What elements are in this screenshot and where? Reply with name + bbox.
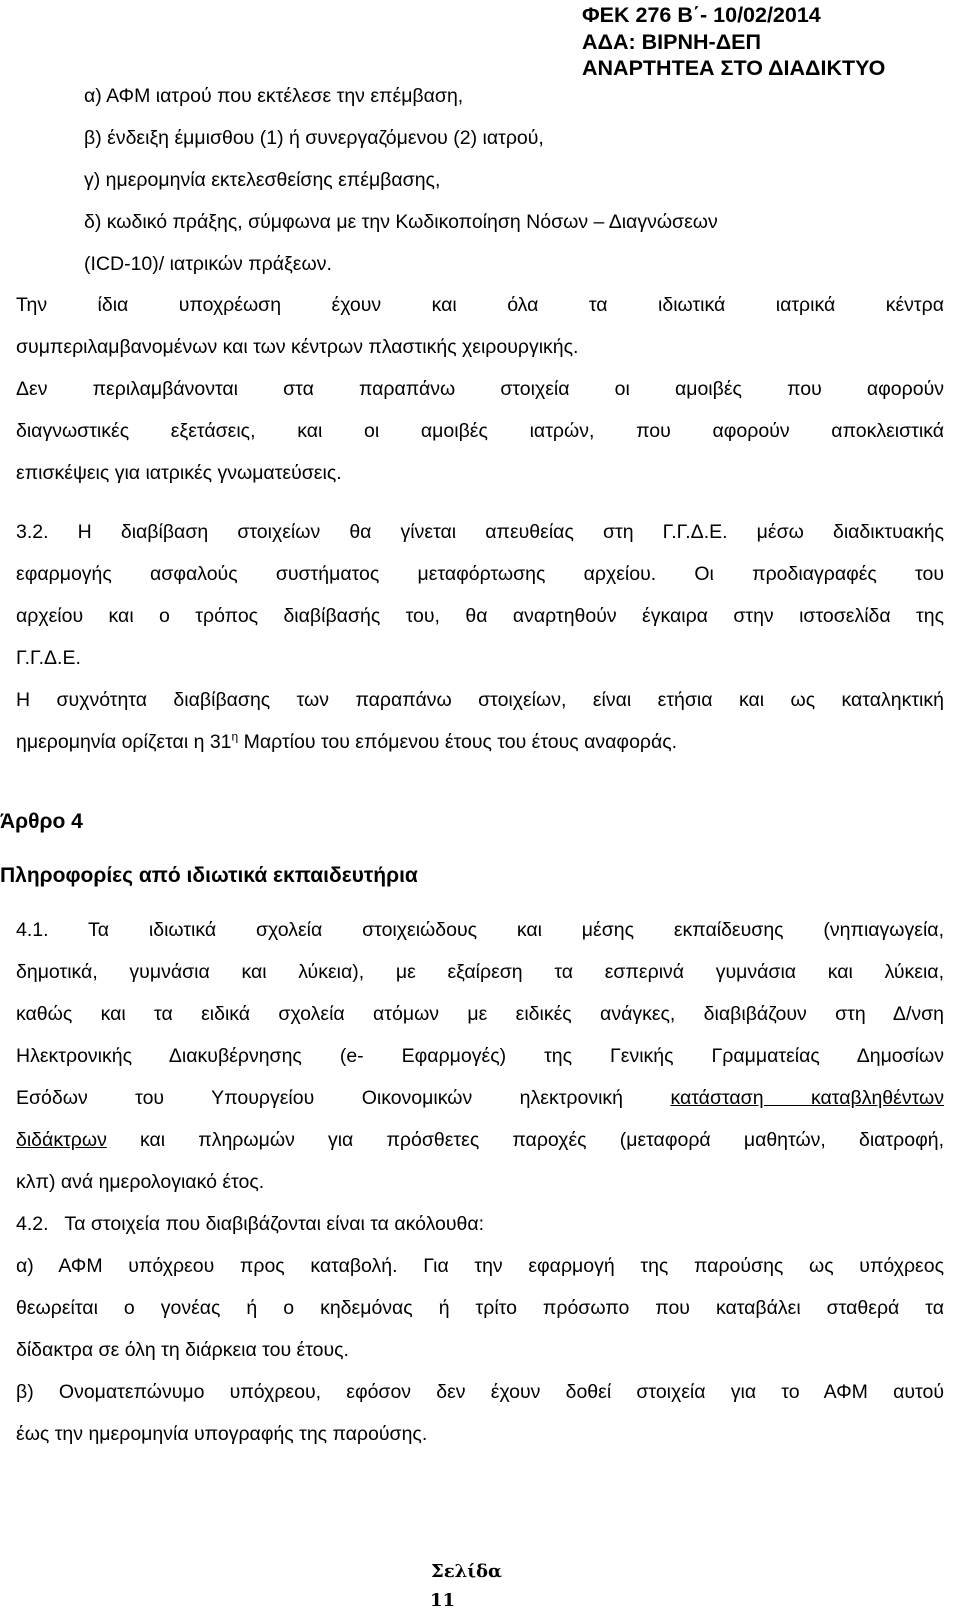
paragraph-text: και πληρωμών για πρόσθετες παροχές (μεταφορά μαθητών, διατροφή, [140, 1129, 944, 1151]
paragraph-line: Την ίδια υποχρέωση έχουν και όλα τα ιδιωτικά ιατρικά κέντρα [16, 294, 944, 316]
paragraph-line: 3.2. Η διαβίβαση στοιχείων θα γίνεται απευθείας στη Γ.Γ.Δ.Ε. μέσω διαδικτυακής [16, 521, 944, 543]
paragraph-line [16, 730, 677, 754]
paragraph-line: συμπεριλαμβανομένων και των κέντρων πλαστικής χειρουργικής. [16, 336, 579, 358]
paragraph-line: β) Ονοματεπώνυμο υπόχρεου, εφόσον δεν έχουν δοθεί στοιχεία για το ΑΦΜ αυτού [16, 1381, 944, 1403]
paragraph-line [16, 1128, 944, 1152]
paragraph-line: Γ.Γ.Δ.Ε. [16, 647, 81, 669]
paragraph-line: Η συχνότητα διαβίβασης των παραπάνω στοιχείων, είναι ετήσια και ως καταληκτική [16, 689, 944, 711]
date-text: ημερομηνία ορίζεται η 31 [16, 731, 232, 753]
paragraph-line: διαγνωστικές εξετάσεις, και οι αμοιβές ιατρών, που αφορούν αποκλειστικά [16, 420, 944, 442]
paragraph-line: επισκέψεις για ιατρικές γνωματεύσεις. [16, 462, 342, 484]
paragraph-text: Εσόδων του Υπουργείου Οικονομικών ηλεκτρονική [16, 1087, 671, 1109]
page-label: Σελίδα [431, 1561, 502, 1582]
paragraph-line: 4.2. Τα στοιχεία που διαβιβάζονται είναι τα ακόλουθα: [16, 1213, 485, 1235]
paragraph-line: δίδακτρα σε όλη τη διάρκεια του έτους. [16, 1339, 349, 1361]
list-item: α) ΑΦΜ ιατρού που εκτέλεσε την επέμβαση, [84, 85, 464, 107]
list-item: (ICD-10)/ ιατρικών πράξεων. [84, 253, 332, 275]
article-title: Άρθρο 4 [0, 810, 83, 833]
paragraph-line: α) ΑΦΜ υπόχρεου προς καταβολή. Για την εφαρμογή της παρούσης ως υπόχρεος [16, 1255, 944, 1277]
article-subtitle: Πληροφορίες από ιδιωτικά εκπαιδευτήρια [0, 864, 418, 887]
gazette-reference: ΦΕΚ 276 Β΄- 10/02/2014 [582, 3, 821, 27]
page-number: 11 [430, 1590, 456, 1611]
list-item: δ) κωδικό πράξης, σύμφωνα με την Κωδικοποίηση Νόσων – Διαγνώσεων [84, 211, 718, 233]
paragraph-line: αρχείου και ο τρόπος διαβίβασής του, θα αναρτηθούν έγκαιρα στην ιστοσελίδα της [16, 605, 944, 627]
document-header [582, 2, 942, 82]
paragraph-line [16, 1086, 944, 1110]
paragraph-line: δημοτικά, γυμνάσια και λύκεια), με εξαίρεση τα εσπερινά γυμνάσια και λύκεια, [16, 961, 944, 983]
paragraph-line: έως την ημερομηνία υπογραφής της παρούσης. [16, 1423, 428, 1445]
ada-code: ΑΔΑ: ΒΙΡΝΗ-ΔΕΠ [582, 29, 762, 54]
paragraph-line: 4.1. Τα ιδιωτικά σχολεία στοιχειώδους και μέσης εκπαίδευσης (νηπιαγωγεία, [16, 919, 944, 941]
paragraph-line: εφαρμογής ασφαλούς συστήματος μεταφόρτωσης αρχείου. Οι προδιαγραφές του [16, 563, 944, 585]
ordinal-superscript: η [231, 729, 239, 744]
underlined-term: κατάσταση καταβληθέντων [670, 1087, 944, 1109]
list-item: β) ένδειξη έμμισθου (1) ή συνεργαζόμενου (2) ιατρού, [84, 127, 544, 149]
paragraph-line: Ηλεκτρονικής Διακυβέρνησης (e- Εφαρμογές) της Γενικής Γραμματείας Δημοσίων [16, 1045, 944, 1067]
paragraph-line: καθώς και τα ειδικά σχολεία ατόμων με ειδικές ανάγκες, διαβιβάζουν στη Δ/νση [16, 1003, 944, 1025]
paragraph-line: κλπ) ανά ημερολογιακό έτος. [16, 1171, 265, 1193]
publish-notice: ΑΝΑΡΤΗΤΕΑ ΣΤΟ ΔΙΑΔΙΚΤΥΟ [582, 56, 886, 80]
date-text-rest: Μαρτίου του επόμενου έτους του έτους αναφοράς. [238, 731, 678, 753]
underlined-term: διδάκτρων [16, 1129, 107, 1151]
list-item: γ) ημερομηνία εκτελεσθείσης επέμβασης, [84, 169, 441, 191]
paragraph-line: Δεν περιλαμβάνονται στα παραπάνω στοιχεία οι αμοιβές που αφορούν [16, 378, 944, 400]
paragraph-line: θεωρείται ο γονέας ή ο κηδεμόνας ή τρίτο πρόσωπο που καταβάλει σταθερά τα [16, 1297, 944, 1319]
